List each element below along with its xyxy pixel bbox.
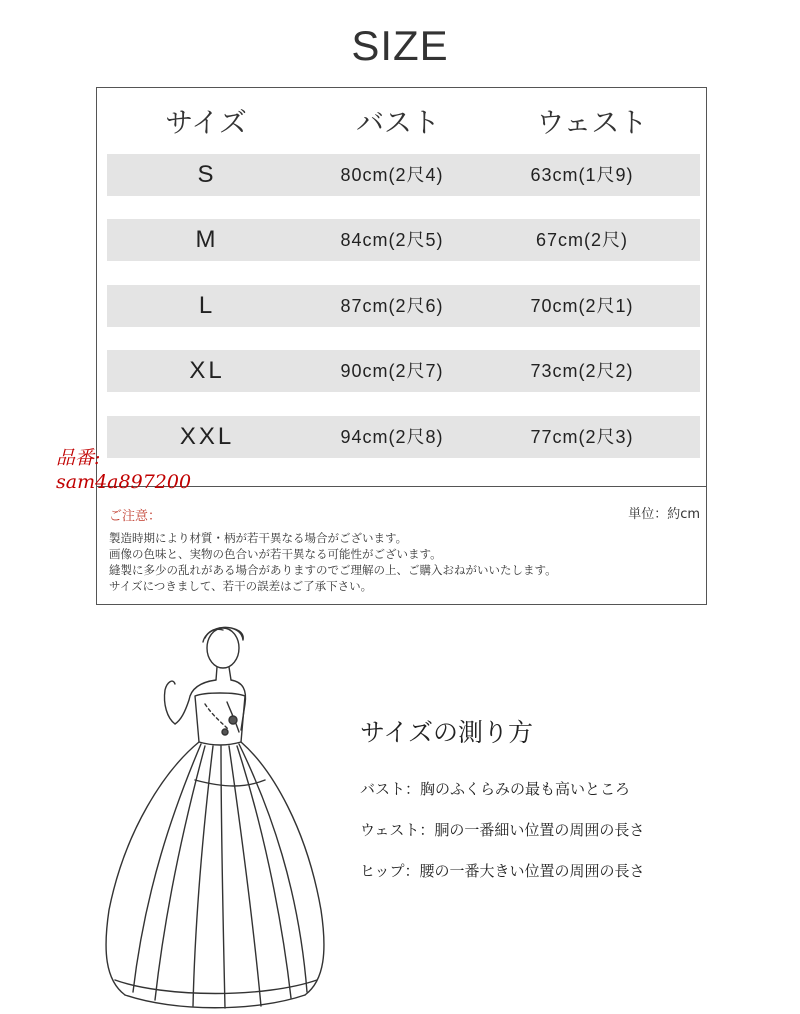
- notice-line: 縫製に多少の乱れがある場合がありますのでご理解の上、ご購入おねがいいたします。: [109, 563, 557, 577]
- measure-title: サイズの測り方: [360, 718, 534, 747]
- table-row: [107, 219, 700, 261]
- table-row: [107, 350, 700, 392]
- size-cell: XL: [189, 357, 225, 384]
- header-waist: ウェスト: [536, 106, 648, 139]
- bust-cell: 94cm(2尺8): [340, 427, 444, 447]
- bust-cell: 84cm(2尺5): [340, 230, 444, 250]
- product-number-code: sam4a897200: [56, 471, 192, 493]
- waist-cell: 70cm(2尺1): [530, 296, 634, 316]
- notice-line: 製造時期により材質・柄が若干異なる場合がございます。: [109, 531, 408, 545]
- waist-cell: 77cm(2尺3): [530, 427, 634, 447]
- table-row: [107, 285, 700, 327]
- header-size: サイズ: [165, 106, 247, 139]
- page-title: SIZE: [351, 22, 449, 69]
- notice-title: ご注意：: [109, 509, 162, 524]
- size-cell: S: [197, 161, 217, 188]
- measure-bust: バスト：胸のふくらみの最も高いところ: [360, 780, 631, 798]
- notice-text: [109, 530, 557, 594]
- size-cell: XXL: [179, 423, 235, 450]
- bust-cell: 87cm(2尺6): [340, 296, 444, 316]
- unit-label: 単位：約cm: [628, 507, 700, 522]
- table-row: [107, 154, 700, 196]
- notice-line: サイズにつきまして、若干の誤差はご了承下さい。: [109, 579, 373, 593]
- waist-cell: 73cm(2尺2): [530, 361, 634, 381]
- notice-line: 画像の色味と、実物の色合いが若干異なる可能性がございます。: [109, 547, 442, 561]
- size-cell: M: [195, 226, 219, 253]
- waist-cell: 63cm(1尺9): [530, 165, 634, 185]
- bust-cell: 80cm(2尺4): [340, 165, 444, 185]
- header-bust: バスト: [355, 106, 440, 139]
- size-cell: L: [198, 292, 216, 319]
- product-number: [56, 446, 191, 494]
- measure-hip: ヒップ：腰の一番大きい位置の周囲の長さ: [360, 862, 645, 880]
- dress-sketch-illustration: [95, 620, 335, 1010]
- measure-waist: ウェスト：胴の一番細い位置の周囲の長さ: [360, 821, 645, 839]
- product-number-label: 品番:: [56, 447, 101, 469]
- table-row: [107, 416, 700, 458]
- bust-cell: 90cm(2尺7): [340, 361, 444, 381]
- waist-cell: 67cm(2尺): [535, 230, 628, 250]
